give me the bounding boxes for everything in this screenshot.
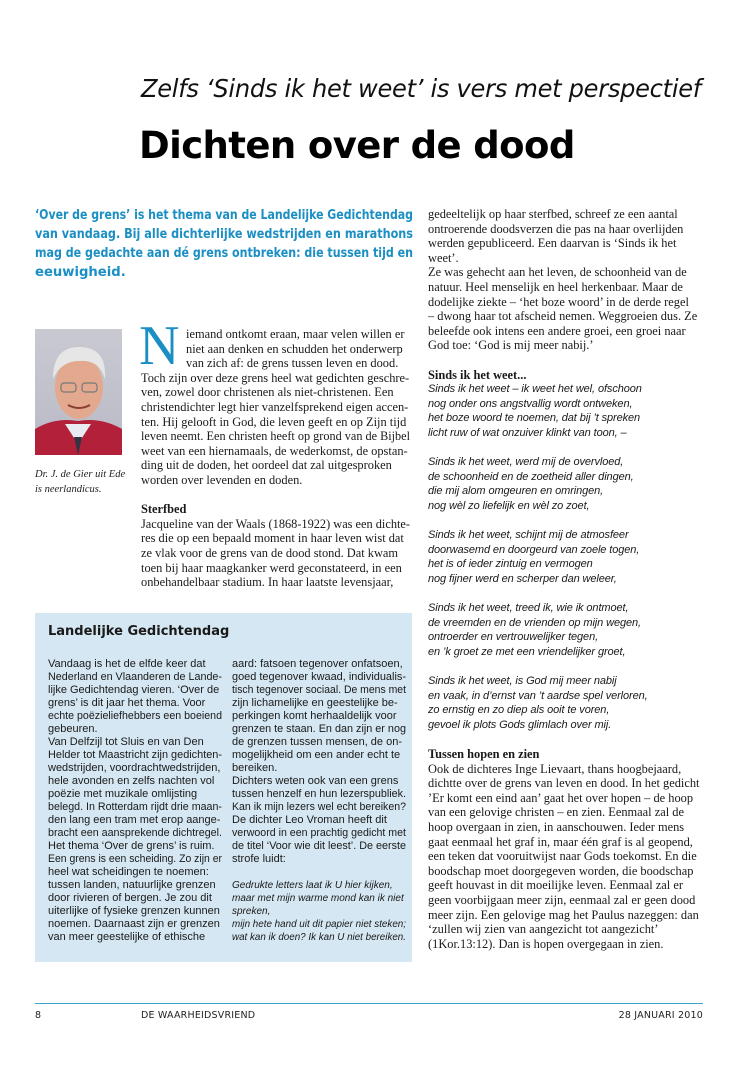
body-line: toen bij haar maagkanker werd geconstateerd, in een xyxy=(141,560,402,575)
author-photo xyxy=(35,329,122,455)
body-line: strofe luidt: xyxy=(232,853,286,865)
poem-line: het boze woord te noemen, dat bij ’t spreken xyxy=(428,412,641,425)
body-line: heel wat scheidingen te noemen: xyxy=(48,866,209,878)
body-line: de grenzen tussen mensen, de on- xyxy=(232,736,403,748)
body-line: geeft houvast in dit moeilijke leven. Eenmaal zal er xyxy=(428,878,683,893)
poem-line: wat kan ik doen? Ik kan U niet bereiken. xyxy=(232,932,406,943)
photo-caption xyxy=(35,467,125,497)
intro-line: mag de gedachte aan dé grens ontbreken: die tussen tijd en xyxy=(35,246,414,261)
paragraph-gap xyxy=(141,488,410,503)
poem-line: en vaak, in d’ernst van ’t aardse spel verloren, xyxy=(428,689,648,702)
poem-line: die mij alom omgeuren en omringen, xyxy=(428,485,604,498)
footer-publication: DE WAARHEIDSVRIEND xyxy=(141,1010,256,1021)
caption-line: is neerlandicus. xyxy=(35,484,102,495)
poem-line: het is of ieder zintuig en vermogen xyxy=(428,558,593,571)
body-line: tussen landen, natuurlijke grenzen xyxy=(48,879,216,891)
body-line: worden over levenden en doden. xyxy=(141,472,303,487)
body-line: Nederland en Vlaanderen de Lande- xyxy=(48,671,222,683)
poem-line: spreken, xyxy=(232,906,271,917)
body-line: echte poëzieliefhebbers een boeiend xyxy=(48,710,223,722)
body-line: poëzie met muzikale omlijsting xyxy=(48,788,198,800)
intro-line: ‘Over de grens’ is het thema van de Landelijke Gedichtendag xyxy=(35,208,413,223)
body-line: Een grens is een scheiding. Zo zijn er xyxy=(48,853,223,865)
body-line: Het thema ‘Over de grens’ is ruim. xyxy=(48,840,215,852)
poem-line: en ’k groet ze met een vriendelijker groet, xyxy=(428,645,626,658)
body-line: – dwong haar tot afscheid nemen. Weggroeien dus. Ze xyxy=(428,309,698,324)
body-line: niet aan denken en schudden het onderwerp xyxy=(186,341,403,356)
article-intro xyxy=(35,206,413,282)
author-portrait-image xyxy=(35,329,122,455)
body-line: Vandaag is het de elfde keer dat xyxy=(48,658,206,670)
body-line: lijke Gedichtendag vieren. ‘Over de xyxy=(48,684,220,696)
poem-line: nog onder ons angstvallig wordt ontweken, xyxy=(428,397,633,410)
poem-line: Sinds ik het weet – ik weet het wel, ofschoon xyxy=(428,383,642,396)
sidebar-box-heading: Landelijke Gedichtendag xyxy=(48,624,230,639)
sidebar-box-right-column xyxy=(232,658,406,944)
body-line: Kan ik mijn lezers wel echt bereiken? xyxy=(232,801,406,813)
body-line: Helder tot Maastricht zijn gedichten- xyxy=(48,749,222,761)
body-line: onbehandelbaar stadium. In haar laatste levensjaar, xyxy=(141,575,394,590)
body-line: zijn lichamelijke en geestelijke be- xyxy=(232,697,398,709)
body-line: mogelijkheid om een ander echt te xyxy=(232,749,401,761)
poem-line: nog fijner werd en scherper dan weleer, xyxy=(428,572,617,585)
body-line: verwoord in een prachtig gedicht met xyxy=(232,827,407,839)
poem-line: de schoonheid en de zoetheid aller dingen, xyxy=(428,470,634,483)
body-line: ding uit de doden, het oordeel dat zal uitgesproken xyxy=(141,458,392,473)
body-line: Toch zijn over deze grens heel wat gedichten geschre- xyxy=(141,370,410,385)
paragraph-gap xyxy=(428,513,708,528)
body-line: gedeeltelijk op haar sterfbed, schreef ze een aantal xyxy=(428,207,678,221)
body-line: ontroerende doodsverzen die pas na haar overlijden xyxy=(428,221,684,236)
paragraph-gap xyxy=(428,441,708,456)
body-line: werden gepubliceerd. Een daarvan is ‘Sinds ik het xyxy=(428,236,677,251)
body-line: geen voorbijgaan meer zijn, eenmaal zal er geen dood xyxy=(428,892,696,907)
poem-line: Gedrukte letters laat ik U hier kijken, xyxy=(232,880,393,891)
body-line: een teken dat vooruitwijst naar Gods toekomst. En die xyxy=(428,849,697,864)
article-kicker: Zelfs ‘Sinds ik het weet’ is vers met perspectief xyxy=(141,74,701,103)
paragraph-gap xyxy=(428,586,708,601)
body-line: grenzen te staan. En dan zijn er nog xyxy=(232,723,406,735)
poem-line: mijn hete hand uit dit papier niet steken; xyxy=(232,919,407,930)
body-line: ze vlak voor de grens van de dood stond. Dat kwam xyxy=(141,545,399,560)
paragraph-gap xyxy=(428,659,708,674)
body-line: den lang een tram met erop aange- xyxy=(48,814,221,826)
body-line: tisch tegenover sociaal. De mens met xyxy=(232,684,406,696)
body-line: natuur. Heel menselijk en heel herkenbaar. Maar de xyxy=(428,279,683,294)
body-line: wedstrijden, voordrachtwedstrijden, xyxy=(48,762,221,774)
poem-line: Sinds ik het weet, treed ik, wie ik ontmoet, xyxy=(428,602,629,615)
body-line: ’Er komt een eind aan’ gaat het over hopen – de hoop xyxy=(428,790,694,805)
body-line: Van Delfzijl tot Sluis en van Den xyxy=(48,736,204,748)
body-line: perkingen komt herhaaldelijk voor xyxy=(232,710,397,722)
body-line: aard: fatsoen tegenover onfatsoen, xyxy=(232,658,403,670)
body-line: Jacqueline van der Waals (1868-1922) was een dichte- xyxy=(141,516,410,531)
body-line: bereiken. xyxy=(232,762,278,774)
body-line: Ook de dichteres Inge Lievaart, thans hoogbejaard, xyxy=(428,761,682,776)
poem-line: de vreemden en de vrienden op mijn wegen, xyxy=(428,616,641,629)
body-line: leven neemt. Een christen heeft op grond van de Bijbel xyxy=(141,429,411,444)
drop-cap: N xyxy=(139,315,180,377)
body-line: Ze was gehecht aan het leven, de schoonheid van de xyxy=(428,265,687,280)
body-line: boodschap moet doorgegeven worden, die boodschap xyxy=(428,863,694,878)
poem-line: maar met mijn warme mond kan ik niet xyxy=(232,893,404,904)
footer-page-number: 8 xyxy=(35,1010,42,1021)
poem-line: licht ruw of wat onzuiver klinkt van toon, – xyxy=(428,426,627,439)
body-line: de titel ‘Voor wie dit leest’. De eerste xyxy=(232,840,406,852)
body-line: gaat eenmaal het graf in, maar één graf is al geopend, xyxy=(428,834,693,849)
body-line: van meer geestelijke of ethische xyxy=(48,931,206,943)
body-line: weet’. xyxy=(428,250,459,265)
body-line: van een gelovige christen – en zien. Eenmaal zal de xyxy=(428,805,684,820)
body-line: dodelijke ziekte – ‘het boze woord’ in de derde regel xyxy=(428,294,689,309)
footer-rule xyxy=(35,1003,703,1004)
body-line: beleefde ook intens een andere groei, een groei naar xyxy=(428,323,686,338)
body-line: christendichter legt hier vanzelfsprekend eigen accen- xyxy=(141,399,409,414)
section-heading: Tussen hopen en zien xyxy=(428,746,540,761)
article-body-right xyxy=(428,207,708,951)
body-line: dichtte over de grens van leven en dood. In het gedicht xyxy=(428,776,700,791)
body-line: Dichters weten ook van een grens xyxy=(232,775,399,787)
paragraph-gap xyxy=(428,732,708,747)
body-line: ven, zowel door christenen als niet-christenen. Een xyxy=(141,385,394,400)
body-line: door rivieren of bergen. Je zou dit xyxy=(48,892,212,904)
poem-line: Sinds ik het weet, schijnt mij de atmosfeer xyxy=(428,529,629,542)
body-blocks xyxy=(141,371,410,590)
poem-line: Sinds ik het weet, is God mij meer nabij xyxy=(428,675,617,687)
poem-line: zo ernstig en zo diep als ooit te voren, xyxy=(428,704,610,717)
intro-line: eeuwigheid. xyxy=(35,265,126,280)
body-line: goed tegenover kwaad, individualis- xyxy=(232,671,406,683)
poem-line: gevoel ik plots Gods glimlach over mij. xyxy=(428,718,612,731)
article-body-left xyxy=(141,327,410,590)
footer-date: 28 JANUARI 2010 xyxy=(618,1010,703,1021)
body-line: res die op een bepaald moment in haar leven wist dat xyxy=(141,531,404,546)
section-heading: Sterfbed xyxy=(141,502,187,517)
body-line: gebeuren. xyxy=(48,723,98,735)
poem-line: ontroerder en vertrouwelijker tegen, xyxy=(428,631,599,644)
paragraph-gap xyxy=(232,866,406,879)
body-line: uiterlijke of fysieke grenzen kunnen xyxy=(48,905,220,917)
body-line: (1Kor.13:12). Dan is hopen overgegaan in zien. xyxy=(428,936,664,951)
body-line: bracht een aansprekende dichtregel. xyxy=(48,827,223,839)
section-heading: Sinds ik het weet... xyxy=(428,367,527,382)
paragraph-gap xyxy=(428,353,708,368)
body-line: ten. Hij gelooft in God, die leven geeft en op Zijn tijd xyxy=(141,414,407,429)
body-line: noemen. Daarnaast zijn er grenzen xyxy=(48,918,220,930)
body-line: ‘zullen wij zien van aangezicht tot aangezicht’ xyxy=(428,922,659,937)
intro-line: van vandaag. Bij alle dichterlijke wedstrijden en marathons xyxy=(35,227,413,242)
body-line: tussen henzelf en hun lezerspubliek. xyxy=(232,788,407,800)
poem-line: doorwasemd en doorgeurd van zoele togen, xyxy=(428,543,640,556)
poem-line: nog wèl zo liefelijk en wèl zo zoet, xyxy=(428,499,590,512)
body-line: belegd. In Rotterdam rijdt drie maan- xyxy=(48,801,222,813)
body-line: hoop overgaan in zien, in aanschouwen. Ieder mens xyxy=(428,819,685,834)
article-title: Dichten over de dood xyxy=(139,124,575,167)
body-line: God toe: ‘God is mij meer nabij.’ xyxy=(428,338,594,353)
poem-line: Sinds ik het weet, werd mij de overvloed, xyxy=(428,456,624,469)
sidebar-box-left-column xyxy=(48,658,222,944)
body-line: grens’ is dit jaar het thema. Voor xyxy=(48,697,206,709)
body-line: weet van een hiernamaals, de wederkomst, de opstan- xyxy=(141,443,408,458)
body-line: iemand ontkomt eraan, maar velen willen er xyxy=(186,327,405,341)
body-line: hele avonden en zelfs nachten vol xyxy=(48,775,215,787)
body-line: De dichter Leo Vroman heeft dit xyxy=(232,814,387,826)
body-line: van zich af: de grens tussen leven en dood. xyxy=(186,356,399,371)
body-line: meer zijn. Een gelovige mag het Paulus nazeggen: dan xyxy=(428,907,699,922)
caption-line: Dr. J. de Gier uit Ede xyxy=(35,469,126,480)
